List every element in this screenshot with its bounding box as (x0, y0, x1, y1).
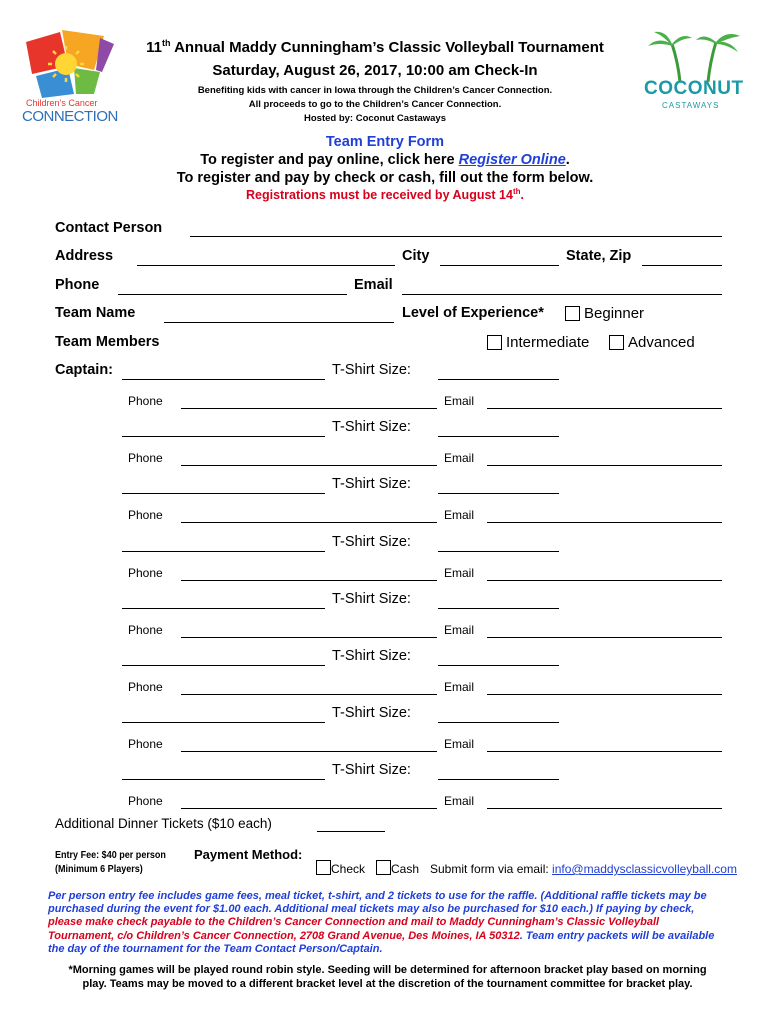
email-label: Email (354, 277, 393, 293)
member-name-field[interactable] (122, 665, 325, 666)
tshirt-size-label: T-Shirt Size: (332, 476, 411, 493)
cash-checkbox[interactable] (376, 860, 391, 875)
dinner-tickets-label: Additional Dinner Tickets ($10 each) (55, 816, 272, 831)
address-field[interactable] (137, 265, 395, 266)
deadline-line: Registrations must be received by August 14th. (245, 187, 525, 203)
member-phone-field[interactable] (181, 408, 437, 409)
member-phone-label: Phone (128, 680, 163, 694)
member-phone-field[interactable] (181, 465, 437, 466)
email-field[interactable] (402, 294, 722, 295)
member-phone-field[interactable] (181, 522, 437, 523)
member-phone-label: Phone (128, 451, 163, 466)
tshirt-size-label: T-Shirt Size: (332, 533, 411, 550)
member-email-field[interactable] (487, 408, 722, 409)
member-phone-label: Phone (128, 508, 163, 523)
member-email-label: Email (444, 737, 475, 752)
tshirt-size-field[interactable] (438, 779, 559, 780)
member-email-field[interactable] (487, 637, 722, 638)
tshirt-size-field[interactable] (438, 722, 559, 723)
logo-line1: Children’s Cancer (26, 98, 98, 108)
state-zip-field[interactable] (642, 265, 722, 266)
submit-email-link[interactable]: info@maddysclassicvolleyball.com (552, 862, 737, 876)
tshirt-size-label: T-Shirt Size: (332, 362, 411, 378)
state-zip-label: State, Zip (566, 248, 632, 264)
logo-word2: CASTAWAYS (662, 101, 720, 110)
intermediate-label: Intermediate (506, 334, 590, 351)
phone-field[interactable] (118, 294, 347, 295)
tshirt-size-field[interactable] (438, 608, 559, 609)
beginner-label: Beginner (584, 305, 645, 322)
member-email-label: Email (444, 451, 475, 466)
coconut-castaways-logo (640, 26, 748, 120)
member-email-field[interactable] (487, 522, 722, 523)
childrens-cancer-connection-logo (22, 28, 118, 124)
member-email-label: Email (444, 680, 475, 694)
member-name-field[interactable] (122, 779, 325, 780)
beginner-checkbox[interactable] (565, 306, 580, 321)
level-label: Level of Experience* (402, 305, 544, 321)
member-name-field[interactable] (122, 722, 325, 723)
entry-fee-line2: (Minimum 6 Players) (55, 863, 143, 875)
logo-line2: CONNECTION (22, 108, 118, 125)
member-name-field[interactable] (122, 608, 325, 609)
member-email-field[interactable] (487, 465, 722, 466)
tshirt-size-label: T-Shirt Size: (332, 590, 411, 607)
logo-word1: COCONUT (644, 78, 744, 99)
member-name-field[interactable] (122, 379, 325, 380)
entry-fee-line1: Entry Fee: $40 per person (55, 849, 166, 861)
advanced-checkbox[interactable] (609, 335, 624, 350)
intermediate-checkbox[interactable] (487, 335, 502, 350)
tshirt-size-field[interactable] (438, 379, 559, 380)
member-phone-field[interactable] (181, 637, 437, 638)
address-label: Address (55, 248, 114, 264)
member-phone-label: Phone (128, 394, 163, 408)
member-name-field[interactable] (122, 493, 325, 494)
member-name-field[interactable] (122, 551, 325, 552)
team-name-field[interactable] (164, 322, 394, 323)
contact-person-label: Contact Person (55, 220, 163, 236)
form-title: Team Entry Form (325, 134, 445, 150)
captain-label: Captain: (55, 362, 113, 378)
benefit-line: Benefiting kids with cancer in Iowa through the Children’s Cancer Connection. (197, 85, 553, 96)
member-email-field[interactable] (487, 694, 722, 695)
member-email-label: Email (444, 622, 475, 637)
member-phone-label: Phone (128, 794, 163, 809)
tshirt-size-label: T-Shirt Size: (332, 762, 411, 779)
city-label: City (402, 248, 430, 264)
payment-method-label: Payment Method: (194, 847, 303, 862)
member-email-label: Email (444, 565, 475, 580)
member-phone-field[interactable] (181, 751, 437, 752)
date-line: Saturday, August 26, 2017, 10:00 am Check-In (212, 62, 538, 79)
tournament-title: 11th Annual Maddy Cunningham’s Classic Volleyball Tournament (146, 38, 604, 56)
register-online-link[interactable]: Register Online (458, 152, 566, 168)
member-email-field[interactable] (487, 751, 722, 752)
member-email-label: Email (444, 394, 475, 408)
member-phone-label: Phone (128, 737, 163, 752)
dinner-tickets-field[interactable] (317, 831, 385, 832)
member-email-field[interactable] (487, 808, 722, 809)
member-email-label: Email (444, 508, 475, 523)
hosted-line: Hosted by: Coconut Castaways (304, 113, 446, 124)
member-email-label: Email (444, 794, 475, 809)
team-name-label: Team Name (55, 305, 136, 321)
fee-notes: Per person entry fee includes game fees, meal ticket, t-shirt, and 2 tickets to use for the raffle. (Additional raffle tickets may be purchased during the event for $1.00 each. Additional meal tickets may also be purchased for $10 each.) If paying by check, please make check payable to the Children’s Cancer Connection and mail to Maddy Cunningham’s Classic Volleyball Tournament, c/o Children’s Cancer Connection, 2708 Grand Avenue, Des Moines, IA 50312. Team entry packets will be available the day of the tournament for the Team Contact Person/Captain. (48, 890, 715, 955)
member-phone-label: Phone (128, 565, 163, 580)
member-phone-field[interactable] (181, 580, 437, 581)
cash-label: Cash (391, 862, 420, 876)
sun-kite-logo-icon (22, 28, 118, 98)
tshirt-size-field[interactable] (438, 665, 559, 666)
proceeds-line: All proceeds to go to the Children’s Cancer Connection. (248, 99, 502, 110)
contact-person-field[interactable] (190, 236, 722, 237)
check-checkbox[interactable] (316, 860, 331, 875)
tshirt-size-field[interactable] (438, 493, 559, 494)
check-label: Check (331, 862, 366, 876)
member-name-field[interactable] (122, 436, 325, 437)
advanced-label: Advanced (628, 334, 695, 351)
member-phone-label: Phone (128, 622, 163, 637)
member-phone-field[interactable] (181, 694, 437, 695)
tshirt-size-field[interactable] (438, 551, 559, 552)
member-email-field[interactable] (487, 580, 722, 581)
team-members-label: Team Members (55, 334, 160, 350)
submit-line: Submit form via email: info@maddysclassicvolleyball.com (430, 862, 737, 876)
tshirt-size-label: T-Shirt Size: (332, 705, 411, 722)
morning-games-note: *Morning games will be played round robin style. Seeding will be determined for afternoon bracket play based on morning play. Teams may be moved to a different bracket level at the discretion of the tournament committee for bracket play. (68, 964, 707, 990)
city-field[interactable] (440, 265, 559, 266)
phone-label: Phone (55, 277, 100, 293)
member-phone-field[interactable] (181, 808, 437, 809)
check-line: To register and pay by check or cash, fill out the form below. (176, 170, 594, 186)
tshirt-size-label: T-Shirt Size: (332, 648, 411, 664)
online-line: To register and pay online, click here Register Online. (200, 152, 570, 168)
tshirt-size-label: T-Shirt Size: (332, 419, 411, 436)
tshirt-size-field[interactable] (438, 436, 559, 437)
